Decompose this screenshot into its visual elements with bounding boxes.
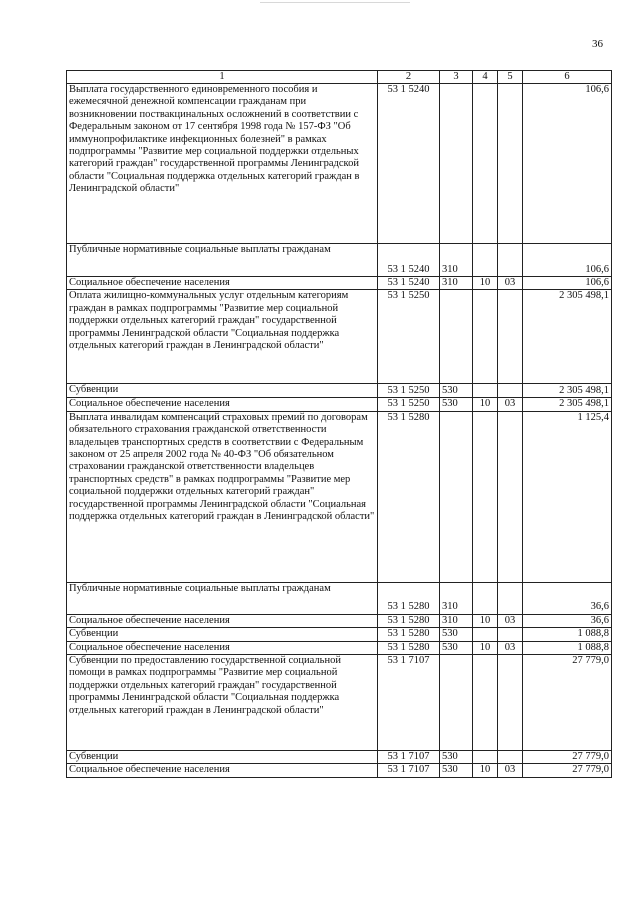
row-target-article: 53 1 5240 — [378, 244, 440, 277]
table-row — [67, 277, 612, 290]
row-subsection — [498, 751, 523, 764]
table-row — [67, 655, 612, 751]
table-header-row — [67, 71, 612, 84]
row-amount: 2 305 498,1 — [523, 290, 612, 384]
budget-table — [66, 70, 612, 778]
row-section — [473, 655, 498, 751]
row-expense-type: 530 — [440, 641, 473, 654]
row-label: Публичные нормативные социальные выплаты гражданам — [67, 244, 378, 277]
row-section: 10 — [473, 614, 498, 627]
row-label: Субвенции — [67, 384, 378, 398]
row-amount: 36,6 — [523, 582, 612, 614]
row-section — [473, 751, 498, 764]
row-amount: 2 305 498,1 — [523, 384, 612, 398]
table-row — [67, 751, 612, 764]
row-label: Публичные нормативные социальные выплаты гражданам — [67, 582, 378, 614]
header-col-5: 5 — [498, 71, 523, 84]
row-label: Выплата инвалидам компенсаций страховых премий по договорам обязательного страхования гражданской ответственности владельцев транспортных средств в соответствии с Федеральным законом от 25 апреля 2002 года № 40-ФЗ "Об обязательном страховании гражданской ответственности владельцев транспортных средств" в рамках подпрограммы "Развитие мер социальной поддержки отдельных категорий граждан" государственной программы Ленинградской области "Социальная поддержка отдельных категорий граждан в Ленинградской области" — [67, 411, 378, 582]
table-row — [67, 641, 612, 654]
row-label: Субвенции — [67, 751, 378, 764]
row-subsection — [498, 84, 523, 244]
row-subsection — [498, 655, 523, 751]
table-row — [67, 398, 612, 411]
row-target-article: 53 1 7107 — [378, 751, 440, 764]
row-label: Социальное обеспечение населения — [67, 641, 378, 654]
row-amount: 1 125,4 — [523, 411, 612, 582]
page-number: 36 — [592, 38, 603, 50]
row-amount: 36,6 — [523, 614, 612, 627]
table-row — [67, 84, 612, 244]
row-amount: 27 779,0 — [523, 764, 612, 778]
row-amount: 106,6 — [523, 244, 612, 277]
row-subsection — [498, 384, 523, 398]
row-target-article: 53 1 5280 — [378, 411, 440, 582]
row-target-article: 53 1 7107 — [378, 655, 440, 751]
header-col-1: 1 — [67, 71, 378, 84]
row-section: 10 — [473, 764, 498, 778]
row-target-article: 53 1 5250 — [378, 398, 440, 411]
row-section — [473, 411, 498, 582]
row-section: 10 — [473, 277, 498, 290]
row-expense-type: 530 — [440, 384, 473, 398]
row-section — [473, 384, 498, 398]
header-col-3: 3 — [440, 71, 473, 84]
row-subsection: 03 — [498, 641, 523, 654]
row-expense-type — [440, 411, 473, 582]
row-label: Социальное обеспечение населения — [67, 764, 378, 778]
header-col-2: 2 — [378, 71, 440, 84]
row-expense-type — [440, 655, 473, 751]
row-target-article: 53 1 7107 — [378, 764, 440, 778]
scan-artifact-line — [260, 2, 410, 3]
row-section: 10 — [473, 641, 498, 654]
row-expense-type: 310 — [440, 244, 473, 277]
row-subsection: 03 — [498, 614, 523, 627]
row-target-article: 53 1 5280 — [378, 614, 440, 627]
table-row — [67, 764, 612, 778]
row-subsection: 03 — [498, 764, 523, 778]
row-label: Оплата жилищно-коммунальных услуг отдельным категориям граждан в рамках подпрограммы "Развитие мер социальной поддержки отдельных категорий граждан" государственной программы Ленинградской области "Социальная поддержка отдельных категорий граждан в Ленинградской области" — [67, 290, 378, 384]
row-amount: 106,6 — [523, 277, 612, 290]
row-subsection — [498, 628, 523, 641]
row-target-article: 53 1 5240 — [378, 84, 440, 244]
table-row — [67, 244, 612, 277]
row-subsection — [498, 290, 523, 384]
row-amount: 106,6 — [523, 84, 612, 244]
row-label: Субвенции по предоставлению государственной социальной помощи в рамках подпрограммы "Развитие мер социальной поддержки отдельных категорий граждан" государственной программы Ленинградской области "Социальная поддержка отдельных категорий граждан в Ленинградской области" — [67, 655, 378, 751]
row-target-article: 53 1 5250 — [378, 384, 440, 398]
row-expense-type: 310 — [440, 614, 473, 627]
table-row — [67, 582, 612, 614]
row-section — [473, 244, 498, 277]
table-row — [67, 290, 612, 384]
row-expense-type: 530 — [440, 751, 473, 764]
row-expense-type: 530 — [440, 628, 473, 641]
row-amount: 2 305 498,1 — [523, 398, 612, 411]
row-amount: 27 779,0 — [523, 751, 612, 764]
row-expense-type: 310 — [440, 277, 473, 290]
table-row — [67, 384, 612, 398]
row-subsection: 03 — [498, 398, 523, 411]
row-target-article: 53 1 5280 — [378, 641, 440, 654]
row-section — [473, 84, 498, 244]
row-expense-type: 530 — [440, 398, 473, 411]
header-col-6: 6 — [523, 71, 612, 84]
row-target-article: 53 1 5280 — [378, 628, 440, 641]
row-subsection: 03 — [498, 277, 523, 290]
row-label: Субвенции — [67, 628, 378, 641]
row-section — [473, 628, 498, 641]
row-section — [473, 582, 498, 614]
row-target-article: 53 1 5280 — [378, 582, 440, 614]
row-section: 10 — [473, 398, 498, 411]
row-expense-type: 530 — [440, 764, 473, 778]
row-amount: 1 088,8 — [523, 628, 612, 641]
row-subsection — [498, 244, 523, 277]
table-row — [67, 411, 612, 582]
row-expense-type — [440, 84, 473, 244]
row-target-article: 53 1 5250 — [378, 290, 440, 384]
row-amount: 27 779,0 — [523, 655, 612, 751]
row-subsection — [498, 582, 523, 614]
row-label: Социальное обеспечение населения — [67, 277, 378, 290]
table-row — [67, 628, 612, 641]
row-label: Социальное обеспечение населения — [67, 614, 378, 627]
row-subsection — [498, 411, 523, 582]
table-row — [67, 614, 612, 627]
row-expense-type — [440, 290, 473, 384]
row-target-article: 53 1 5240 — [378, 277, 440, 290]
row-label: Социальное обеспечение населения — [67, 398, 378, 411]
row-expense-type: 310 — [440, 582, 473, 614]
row-section — [473, 290, 498, 384]
header-col-4: 4 — [473, 71, 498, 84]
row-label: Выплата государственного единовременного пособия и ежемесячной денежной компенсации гражданам при возникновении поствакцинальных осложнений в соответствии с Федеральным законом от 17 сентября 1998 года № 157-ФЗ "Об иммунопрофилактике инфекционных болезней" в рамках подпрограммы "Развитие мер социальной поддержки отдельных категорий граждан" государственной программы Ленинградской области "Социальная поддержка отдельных категорий граждан в Ленинградской области" — [67, 84, 378, 244]
row-amount: 1 088,8 — [523, 641, 612, 654]
